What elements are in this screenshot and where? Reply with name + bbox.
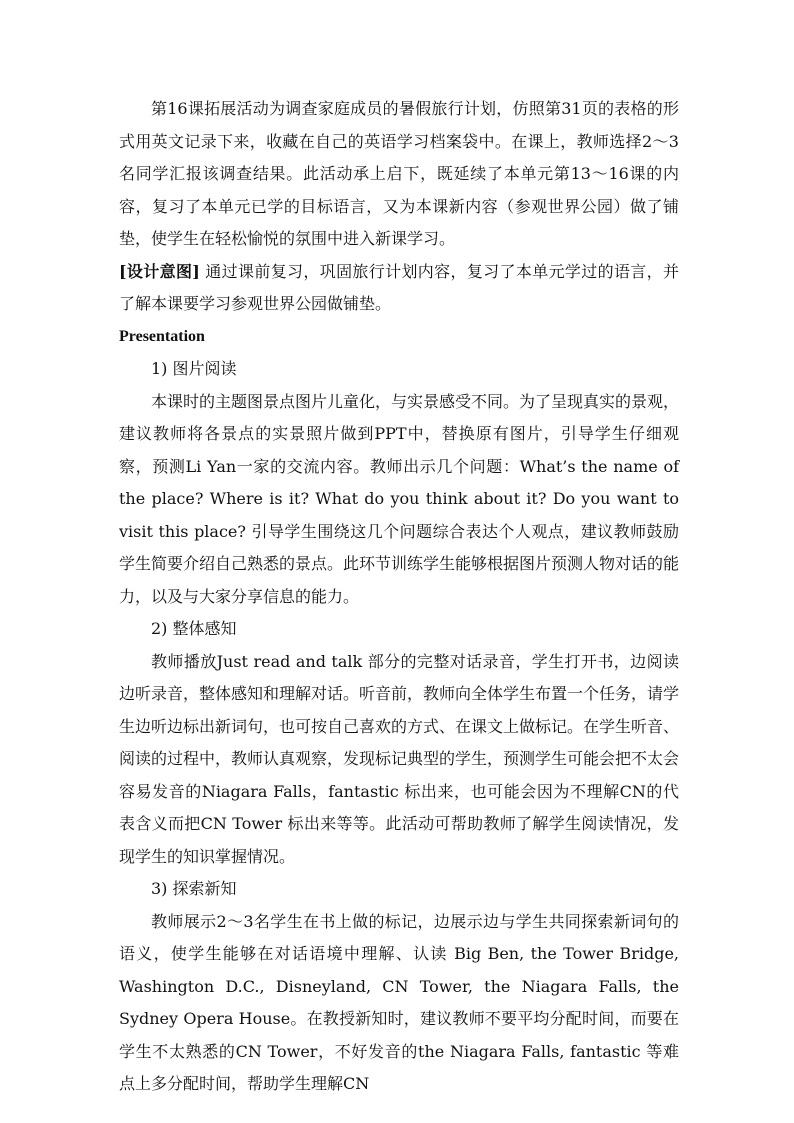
design-intent-text: 通过课前复习，巩固旅行计划内容，复习了本单元学过的语言，并了解本课要学习参观世界公园做铺垫。 — [119, 261, 679, 313]
intro-paragraph: 第16课拓展活动为调查家庭成员的暑假旅行计划，仿照第31页的表格的形式用英文记录下来，收藏在自己的英语学习档案袋中。在课上，教师选择2～3名同学汇报该调查结果。此活动承上启下，既延续了本单元第13～16课的内容，复习了本单元已学的目标语言，又为本课新内容（参观世界公园）做了铺垫，使学生在轻松愉悦的氛围中进入新课学习。 — [119, 99, 679, 248]
step1-paragraph: 本课时的主题图景点图片儿童化，与实景感受不同。为了呈现真实的景观，建议教师将各景点的实景照片做到PPT中，替换原有图片，引导学生仔细观察，预测Li Yan一家的交流内容。教师出示几个问题：What’s the name of the place? Where is it? What do you think about it? Do you want to visit this place? 引导学生围绕这几个问题综合表达个人观点，建议教师鼓励学生简要介绍自己熟悉的景点。此环节训练学生能够根据图片预测人物对话的能力，以及与大家分享信息的能力。 — [119, 391, 680, 606]
step2-title: 2) 整体感知 — [151, 619, 237, 638]
step3-paragraph: 教师展示2～3名学生在书上做的标记，边展示边与学生共同探索新词句的语义，使学生能够在对话语境中理解、认读 Big Ben, the Tower Bridge, Washington D.C., Disneyland, CN Tower, the Niagara Falls, the Sydney Opera House。在教授新知时，建议教师不要平均分配时间，而要在学生不太熟悉的CN Tower，不好发音的the Niagara Falls, fantastic 等难点上多分配时间，帮助学生理解CN — [119, 911, 679, 1093]
step1-title: 1) 图片阅读 — [151, 359, 237, 378]
design-intent-paragraph — [119, 256, 679, 321]
step3-title: 3) 探索新知 — [151, 879, 237, 898]
section-heading: Presentation — [119, 327, 205, 345]
document-body — [119, 93, 679, 1101]
design-intent-tag: [设计意图] — [119, 261, 200, 281]
step2-paragraph: 教师播放Just read and talk 部分的完整对话录音，学生打开书，边阅读边听录音，整体感知和理解对话。听音前，教师向全体学生布置一个任务，请学生边听边标出新词句，也可按自己喜欢的方式、在课文上做标记。在学生听音、阅读的过程中，教师认真观察，发现标记典型的学生，预测学生可能会把不太会容易发音的Niagara Falls，fantastic 标出来，也可能会因为不理解CN的代表含义而把CN Tower 标出来等等。此活动可帮助教师了解学生阅读情况，发现学生的知识掌握情况。 — [119, 651, 680, 866]
